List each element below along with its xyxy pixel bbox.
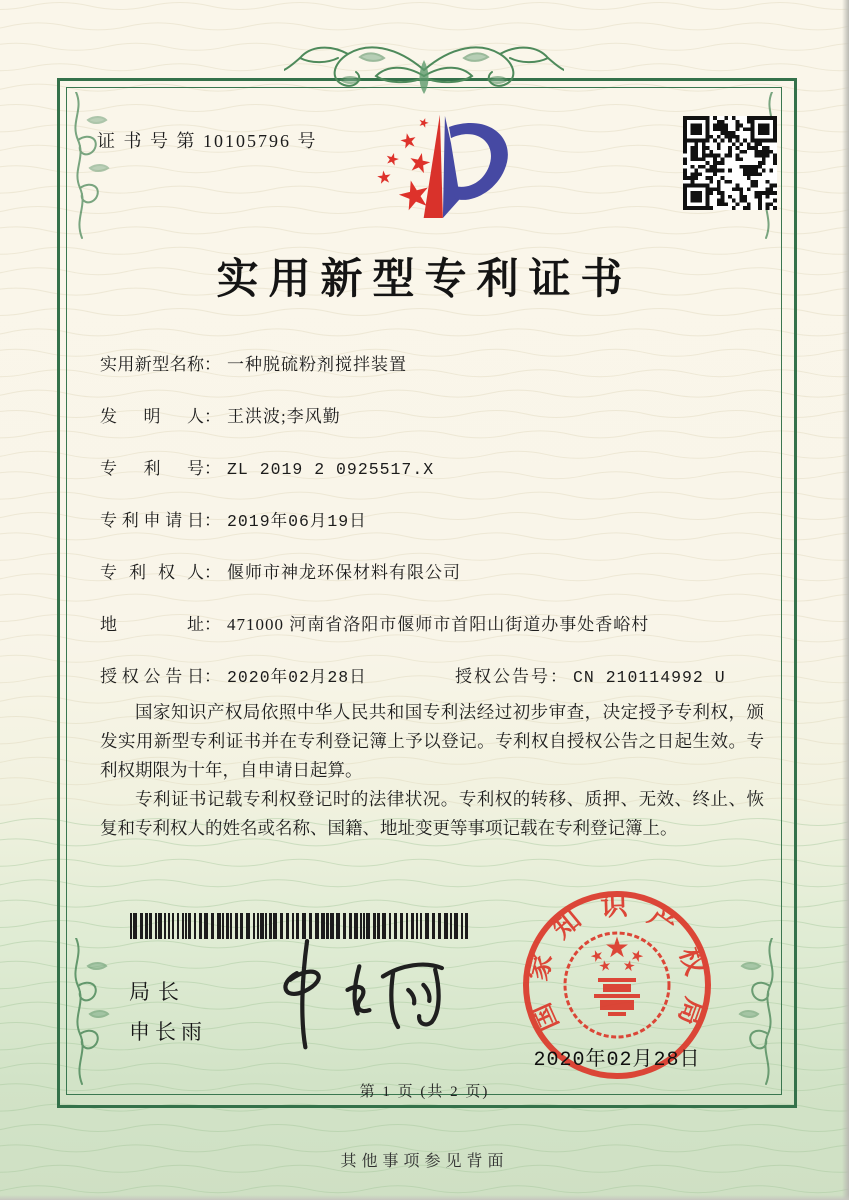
cnipa-logo-icon xyxy=(366,110,538,238)
field-grant-number: 授权公告号： CN 210114992 U xyxy=(455,667,726,687)
field-value: 偃师市神龙环保材料有限公司 xyxy=(227,563,461,582)
field-value: 471000 河南省洛阳市偃师市首阳山街道办事处香峪村 xyxy=(227,615,650,634)
barcode-bar xyxy=(185,913,187,939)
field-grant-date-and-number: 授权公告日： 2020年02月28日 授权公告号： CN 210114992 U xyxy=(100,662,764,686)
barcode-bar xyxy=(164,913,166,939)
seal-date: 2020年02月28日 xyxy=(533,1049,701,1072)
field-utility-model-name: 实用新型名称： 一种脱硫粉剂搅拌装置 xyxy=(100,350,764,374)
field-value: CN 210114992 U xyxy=(573,668,726,687)
field-label: 专利号 xyxy=(100,459,204,478)
corner-vine-bottom-left-icon xyxy=(62,938,132,1088)
certificate-title: 实用新型专利证书 xyxy=(216,257,633,303)
barcode-bar xyxy=(226,913,229,939)
field-value: 王洪波;李风勤 xyxy=(227,407,341,426)
field-value: ZL 2019 2 0925517.X xyxy=(227,460,435,479)
barcode-bar xyxy=(145,913,148,939)
barcode-bar xyxy=(240,913,243,939)
page-number: 第 1 页 (共 2 页) xyxy=(359,1084,490,1100)
field-patentee: 专利权人： 偃师市神龙环保材料有限公司 xyxy=(100,558,764,582)
signer-title: 局长 xyxy=(129,980,187,1004)
commissioner-signature xyxy=(250,936,472,1054)
certificate-number: 证 书 号 第 10105796 号 xyxy=(97,131,318,151)
barcode-bar xyxy=(211,913,214,939)
field-label: 授权公告日 xyxy=(100,667,204,686)
field-address: 地址： 471000 河南省洛阳市偃师市首阳山街道办事处香峪村 xyxy=(100,610,764,634)
field-label: 实用新型名称 xyxy=(100,355,204,374)
legal-text xyxy=(100,698,764,843)
field-label: 专利申请日 xyxy=(100,511,204,530)
barcode-bar xyxy=(230,913,232,939)
barcode-bar xyxy=(133,913,137,939)
barcode-bar xyxy=(204,913,208,939)
signer-block xyxy=(129,972,207,1052)
barcode-bar xyxy=(177,913,179,939)
barcode-bar xyxy=(172,913,174,939)
barcode-bar xyxy=(168,913,170,939)
barcode-bar xyxy=(140,913,143,939)
barcode-bar xyxy=(130,913,132,939)
field-value: 2020年02月28日 xyxy=(227,668,367,687)
scan-edge-bottom xyxy=(0,1195,849,1200)
field-label: 地址 xyxy=(100,615,204,634)
field-value: 2019年06月19日 xyxy=(227,512,367,531)
barcode-bar xyxy=(194,913,196,939)
legal-paragraph-1: 国家知识产权局依照中华人民共和国专利法经过初步审查，决定授予专利权，颁发实用新型专利证书并在专利登记簿上予以登记。专利权自授权公告之日起生效。专利权期限为十年，自申请日起算。 xyxy=(100,702,764,780)
seal-text: 国家知识产权局 xyxy=(522,890,711,1036)
barcode-bar xyxy=(222,913,224,939)
qr-code xyxy=(683,116,777,210)
legal-paragraph-2: 专利证书记载专利权登记时的法律状况。专利权的转移、质押、无效、终止、恢复和专利权人的姓名或名称、国籍、地址变更等事项记载在专利登记簿上。 xyxy=(100,789,764,838)
signer-name: 申长雨 xyxy=(129,1020,207,1044)
field-patent-number: 专利号： ZL 2019 2 0925517.X xyxy=(100,454,764,478)
barcode-bar xyxy=(199,913,202,939)
field-value: 一种脱硫粉剂搅拌装置 xyxy=(227,355,407,374)
barcode-bar xyxy=(188,913,191,939)
back-side-note: 其他事项参见背面 xyxy=(340,1153,509,1170)
scan-edge-right xyxy=(842,0,849,1200)
corner-vine-bottom-right-icon xyxy=(716,938,786,1088)
field-label: 发明人 xyxy=(100,407,204,426)
barcode-bar xyxy=(149,913,152,939)
field-inventors: 发明人： 王洪波;李风勤 xyxy=(100,402,764,426)
top-flourish-ornament-icon xyxy=(284,30,564,106)
corner-vine-top-left-icon xyxy=(62,92,132,242)
barcode-bar xyxy=(155,913,157,939)
field-label: 专利权人 xyxy=(100,563,204,582)
barcode-bar xyxy=(158,913,162,939)
field-list xyxy=(100,350,764,714)
barcode-bar xyxy=(182,913,184,939)
national-emblem-icon xyxy=(565,933,669,1037)
field-label: 授权公告号 xyxy=(455,667,550,686)
barcode-bar xyxy=(217,913,221,939)
barcode-bar xyxy=(235,913,238,939)
field-application-date: 专利申请日： 2019年06月19日 xyxy=(100,506,764,530)
